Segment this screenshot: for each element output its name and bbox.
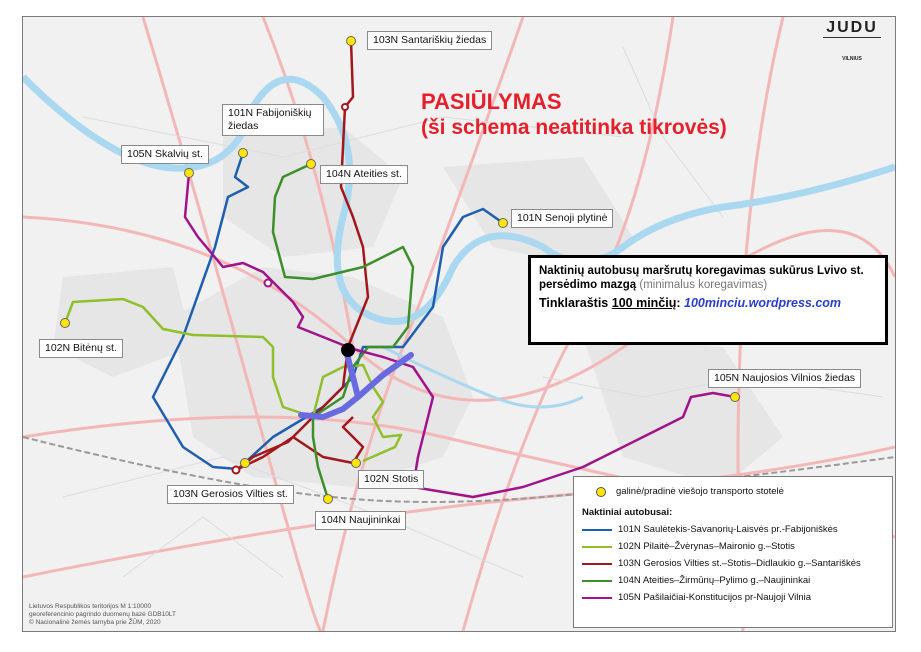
stop-label-104n-naujininkai: 104N Naujininkai bbox=[315, 511, 406, 530]
stop-label-101n-senoji: 101N Senoji plytinė bbox=[511, 209, 613, 228]
logo-sub: VILNIUS bbox=[842, 56, 862, 62]
info-title bbox=[539, 264, 877, 292]
stop-label-104n-ateities: 104N Ateities st. bbox=[320, 165, 408, 184]
stop-dot-santariskiu bbox=[347, 37, 356, 46]
info-title-note: (minimalus koregavimas) bbox=[639, 279, 768, 291]
stop-dot-ateities bbox=[307, 160, 316, 169]
blog-line bbox=[539, 296, 877, 310]
legend-route-row bbox=[582, 538, 884, 555]
legend-stop-row bbox=[582, 483, 884, 500]
legend-routes-list bbox=[582, 521, 884, 606]
stop-label-102n-bitenu: 102N Bitėnų st. bbox=[39, 339, 123, 358]
transfer-point bbox=[265, 280, 272, 287]
credit-line-1: Lietuvos Respublikos teritorijos M 1:10000 bbox=[29, 603, 152, 610]
route-color-swatch bbox=[582, 546, 612, 548]
stop-dot-stotis bbox=[352, 459, 361, 468]
judu-logo bbox=[823, 19, 881, 79]
stop-label-103n-santariskiu: 103N Santariškių žiedas bbox=[367, 31, 492, 50]
blog-url-link[interactable]: 100minciu.wordpress.com bbox=[684, 296, 842, 310]
stop-dot-naujininkai bbox=[324, 495, 333, 504]
info-box bbox=[528, 255, 888, 345]
legend-route-label: 101N Saulėtekis-Savanorių-Laisvės pr.-Fabijoniškės bbox=[618, 524, 838, 535]
lvivo-hub bbox=[341, 343, 355, 357]
legend-route-row bbox=[582, 521, 884, 538]
legend-route-label: 103N Gerosios Vilties st.–Stotis–Didlaukio g.–Santariškės bbox=[618, 558, 861, 569]
blog-name: 100 minčių bbox=[611, 296, 677, 310]
proposal-disclaimer: (ši schema neatitinka tikrovės) bbox=[421, 116, 727, 139]
route-color-swatch bbox=[582, 580, 612, 582]
legend-route-label: 102N Pilaitė–Žvėrynas–Maironio g.–Stotis bbox=[618, 541, 795, 552]
legend-route-row bbox=[582, 589, 884, 606]
stop-dot-naujosios bbox=[731, 393, 740, 402]
legend-route-row bbox=[582, 555, 884, 572]
stop-dot-gerosios bbox=[241, 459, 250, 468]
legend-stop-label: galinė/pradinė viešojo transporto stotelė bbox=[616, 486, 784, 497]
legend-route-label: 105N Pašilaičiai-Konstitucijos pr-Naujoji Vilnia bbox=[618, 592, 812, 603]
route-color-swatch bbox=[582, 529, 612, 531]
proposal-heading bbox=[421, 89, 727, 141]
transfer-point bbox=[342, 104, 348, 110]
info-title-text: Naktinių autobusų maršrutų koregavimas sukūrus Lvivo st. persėdimo mazgą bbox=[539, 265, 864, 291]
stop-dot-senoji bbox=[499, 219, 508, 228]
city-map bbox=[22, 16, 896, 632]
legend-routes-header: Naktiniai autobusai: bbox=[582, 507, 673, 518]
blog-prefix: Tinklaraštis bbox=[539, 296, 609, 310]
logo-brand: JUDU bbox=[823, 19, 881, 38]
route-color-swatch bbox=[582, 597, 612, 599]
stop-label-102n-stotis: 102N Stotis bbox=[358, 470, 424, 489]
credit-line-3: © Nacionalinė žemės tarnyba prie ŽŪM, 2020 bbox=[29, 619, 161, 626]
legend-route-label: 104N Ateities–Žirmūnų–Pylimo g.–Naujininkai bbox=[618, 575, 811, 586]
stop-dot-fabijoniskiu bbox=[239, 149, 248, 158]
stop-label-101n-fabijoniskiu: 101N Fabijoniškių žiedas bbox=[222, 104, 324, 136]
map-credit bbox=[29, 603, 176, 627]
blog-separator: : bbox=[676, 296, 681, 310]
stop-dot-bitenu bbox=[61, 319, 70, 328]
legend bbox=[573, 476, 893, 628]
stop-label-103n-gerosios: 103N Gerosios Vilties st. bbox=[167, 485, 294, 504]
stop-label-105n-naujosios: 105N Naujosios Vilnios žiedas bbox=[708, 369, 861, 388]
stop-dot-skalviu bbox=[185, 169, 194, 178]
stop-dot-icon bbox=[596, 487, 606, 497]
legend-route-row bbox=[582, 572, 884, 589]
stop-label-105n-skalviu: 105N Skalvių st. bbox=[121, 145, 209, 164]
credit-line-2: georeferencinio pagrindo duomenų bazė GDB10LT bbox=[29, 611, 176, 618]
route-color-swatch bbox=[582, 563, 612, 565]
transfer-point bbox=[233, 467, 240, 474]
proposal-title: PASIŪLYMAS bbox=[421, 89, 562, 114]
